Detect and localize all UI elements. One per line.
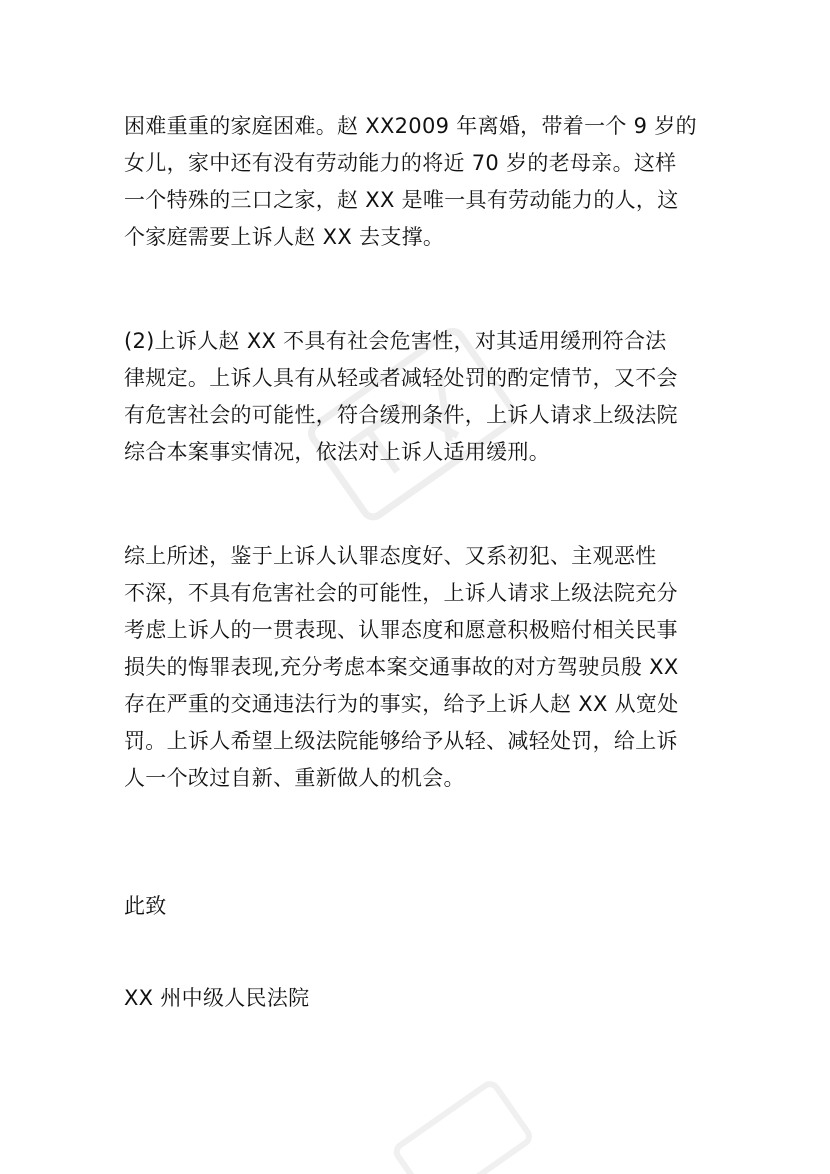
text-line: 人一个改过自新、重新做人的机会。 — [124, 766, 465, 790]
recipient-court: XX 州中级人民法院 — [124, 986, 310, 1010]
text-line: 困难重重的家庭困难。赵 XX2009 年离婚，带着一个 9 岁的 — [124, 114, 697, 138]
text-line: 个家庭需要上诉人赵 XX 去支撑。 — [124, 225, 445, 249]
text-line: (2)上诉人赵 XX 不具有社会危害性，对其适用缓刑符合法 — [124, 329, 667, 353]
text-line: 一个特殊的三口之家，赵 XX 是唯一具有劳动能力的人，这 — [124, 188, 679, 212]
text-line: 律规定。上诉人具有从轻或者减轻处罚的酌定情节，又不会 — [124, 366, 678, 390]
closing-salutation: 此致 — [124, 894, 167, 918]
text-line: 女儿，家中还有没有劳动能力的将近 70 岁的老母亲。这样 — [124, 151, 677, 175]
text-line: 考虑上诉人的一贯表现、认罪态度和愿意积极赔付相关民事 — [124, 618, 678, 642]
text-line: 有危害社会的可能性，符合缓刑条件，上诉人请求上级法院 — [124, 403, 678, 427]
text-line: 综上所述，鉴于上诉人认罪态度好、又系初犯、主观恶性 — [124, 544, 657, 568]
watermark-logo-bottom — [360, 1080, 560, 1174]
text-line: 损失的悔罪表现,充分考虑本案交通事故的对方驾驶员殷 XX — [124, 655, 679, 679]
text-line: 罚。上诉人希望上级法院能够给予从轻、减轻处罚，给上诉 — [124, 729, 678, 753]
text-line: 存在严重的交通违法行为的事实，给予上诉人赵 XX 从宽处 — [124, 692, 679, 716]
text-line: 综合本案事实情况，依法对上诉人适用缓刑。 — [124, 440, 550, 464]
text-line: 不深，不具有危害社会的可能性，上诉人请求上级法院充分 — [124, 581, 678, 605]
